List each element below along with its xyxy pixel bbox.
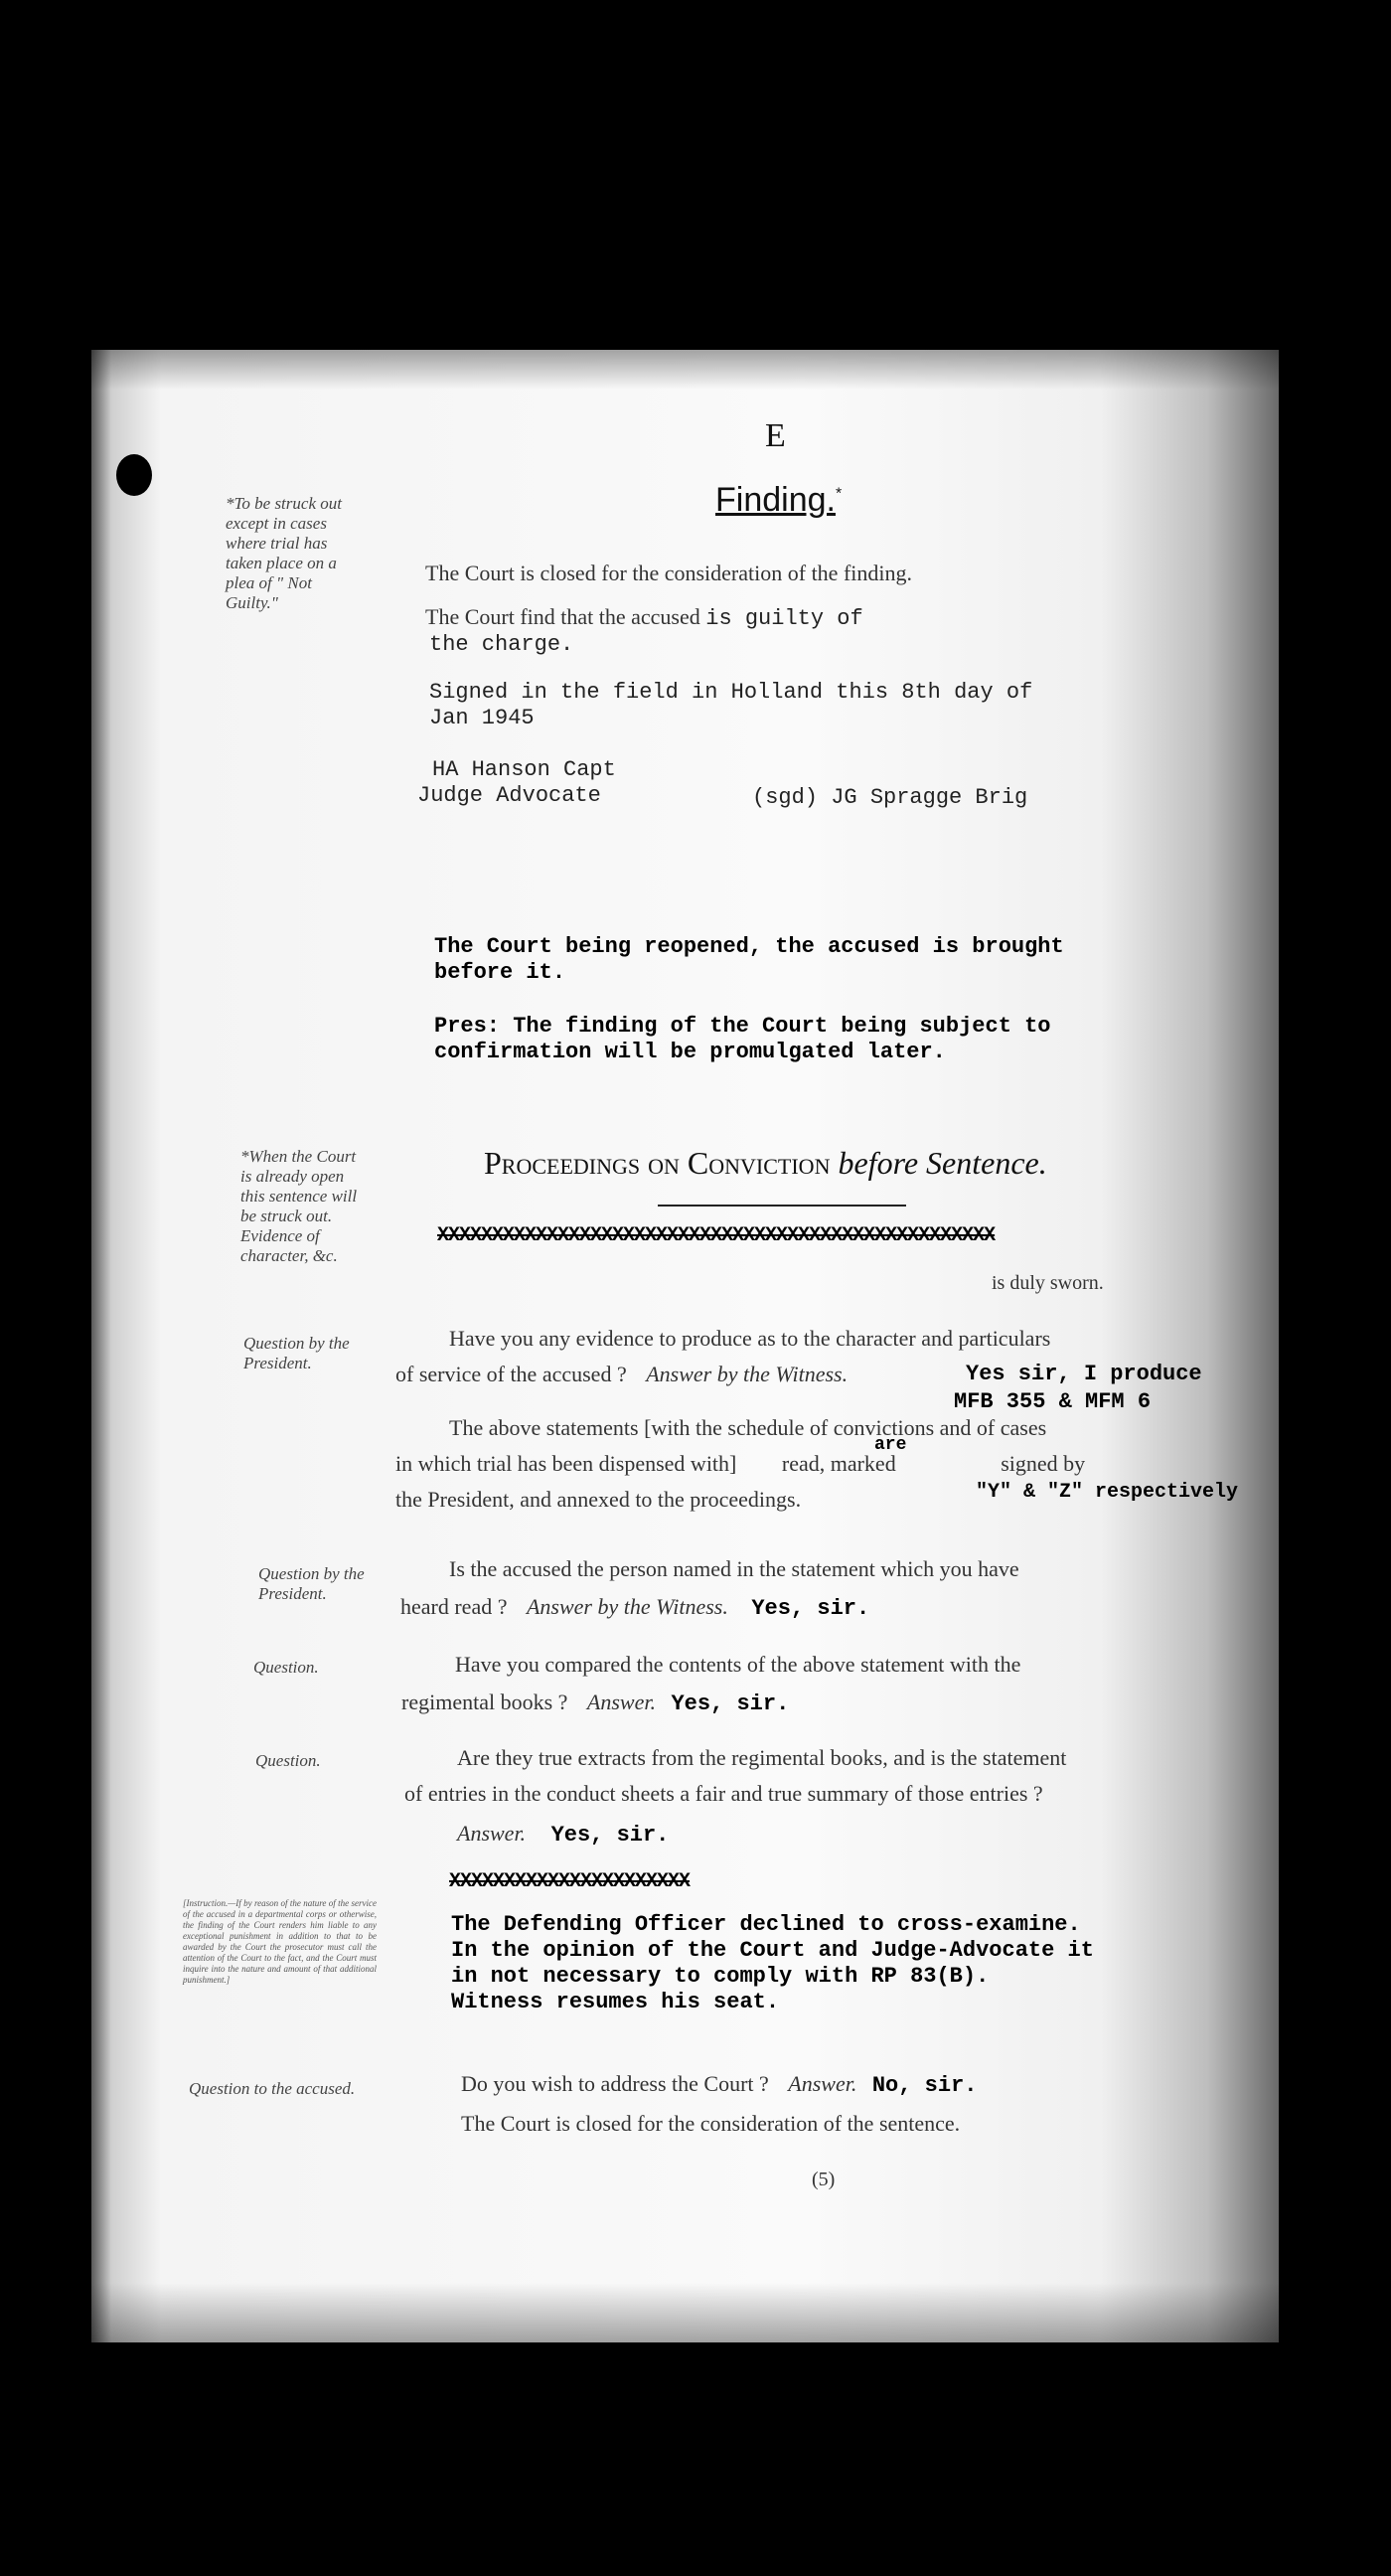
page-number: (5) <box>812 2169 836 2190</box>
title-rule <box>658 1205 906 1207</box>
q2-line-2 <box>400 1590 869 1626</box>
court-find-typed-2: the charge. <box>429 632 574 657</box>
page-letter: E <box>765 417 786 454</box>
document-page <box>91 350 1279 2342</box>
q1-answer-2: MFB 355 & MFM 6 <box>954 1389 1152 1414</box>
statement-2b: read, marked <box>781 1451 896 1476</box>
q3-text-2: regimental books ? <box>401 1690 568 1714</box>
q4-answer: Yes, sir. <box>550 1823 670 1848</box>
q2-answer: Yes, sir. <box>751 1596 870 1621</box>
statement-line-2 <box>395 1447 1085 1481</box>
q2-label: Question by the President. <box>258 1564 365 1603</box>
statement-2c: signed by <box>1001 1451 1086 1476</box>
q1-text-2: of service of the accused ? <box>395 1362 627 1386</box>
q3-label: Question. <box>253 1658 319 1677</box>
q1-line-2 <box>395 1358 848 1391</box>
closed-sentence: The Court is closed for the consideration of the sentence. <box>461 2111 961 2136</box>
q5-label: Question to the accused. <box>189 2079 356 2098</box>
margin-note-finding: *To be struck out except in cases where trial has taken place on a plea of " Not Guilty." <box>226 494 342 612</box>
cross-examined-struck: XXXXXXXXXXXXXXXXXXXXXX <box>449 1870 691 1893</box>
pres-line-2: confirmation will be promulgated later. <box>434 1040 946 1064</box>
punch-hole <box>116 454 152 496</box>
q2-text-1: Is the accused the person named in the statement which you have <box>449 1556 1019 1581</box>
proceedings-title-caps: Proceedings on Conviction <box>484 1145 831 1181</box>
q4-text-2: of entries in the conduct sheets a fair and true summary of those entries ? <box>404 1781 1043 1806</box>
defending-line-2: In the opinion of the Court and Judge-Advocate it <box>451 1938 1094 1963</box>
instruction-note: [Instruction.—If by reason of the nature of the service of the accused in a departmental corps or otherwise, the finding of the Court renders him liable to any exceptional punishment in addition to that to be awarded by the Court the prosecutor must call the attention of the Court to the fact, and the Court must inquire into the nature and amount of that additional punishment.] <box>183 1898 377 1985</box>
court-find-prefix: The Court find that the accused <box>425 604 700 629</box>
struck-witness-line: XXXXXXXXXXXXXXXXXXXXXXXXXXXXXXXXXXXXXXXXXXXXXXXXXXX <box>437 1224 996 1247</box>
finding-title-text: Finding. <box>715 481 836 519</box>
signed-line-1: Signed in the field in Holland this 8th day of <box>429 680 1033 705</box>
q1-answer-1: Yes sir, I produce <box>966 1362 1202 1386</box>
defending-line-1: The Defending Officer declined to cross-examine. <box>451 1912 1081 1937</box>
margin-note-conviction: *When the Court is already open this sentence will be struck out. Evidence of character, &c. <box>240 1147 358 1265</box>
defending-line-3: in not necessary to comply with RP 83(B). <box>451 1964 990 1989</box>
q1-text-1: Have you any evidence to produce as to the character and particulars <box>449 1326 1051 1351</box>
q3-line-2 <box>401 1686 789 1721</box>
statement-1a: The above statement <box>449 1415 631 1440</box>
q1-label: Question by the President. <box>243 1334 350 1372</box>
q4-label: Question. <box>255 1751 321 1770</box>
statement-1b: s [with the schedule of convictions and of cases <box>630 1415 1047 1440</box>
q3-text-1: Have you compared the contents of the above statement with the <box>455 1652 1021 1677</box>
statement-line-3: the President, and annexed to the proceedings. <box>395 1487 802 1512</box>
finding-asterisk: * <box>835 485 843 503</box>
president-signature: (sgd) JG Spragge Brig <box>752 785 1028 810</box>
q2-answer-label: Answer by the Witness. <box>526 1594 728 1619</box>
q1-answer-label: Answer by the Witness. <box>646 1362 849 1386</box>
proceedings-title <box>484 1145 1047 1182</box>
q5-answer-label: Answer. <box>788 2071 857 2096</box>
q3-answer: Yes, sir. <box>671 1691 790 1716</box>
proceedings-title-italic: before Sentence. <box>838 1145 1047 1181</box>
finding-title <box>715 481 842 520</box>
reopened-line-2: before it. <box>434 960 566 985</box>
q3-answer-label: Answer. <box>586 1690 656 1714</box>
statement-typed-are: are <box>874 1435 907 1455</box>
signed-line-2: Jan 1945 <box>429 706 535 730</box>
closed-text: The Court is closed for the consideration of the finding. <box>425 561 912 585</box>
q2-text-2: heard read ? <box>400 1594 508 1619</box>
judge-name: HA Hanson Capt <box>432 757 616 782</box>
duly-sworn: is duly sworn. <box>992 1272 1104 1294</box>
q4-answer-line <box>457 1817 669 1852</box>
q5-line <box>461 2067 977 2103</box>
pres-line-1: Pres: The finding of the Court being subject to <box>434 1014 1051 1039</box>
statement-typed-right: "Y" & "Z" respectively <box>976 1481 1239 1504</box>
q4-answer-label: Answer. <box>457 1821 527 1846</box>
statement-2a: in which trial has been dispensed with] <box>395 1451 737 1476</box>
court-find-line <box>425 600 863 636</box>
court-find-typed: is guilty of <box>705 606 863 631</box>
judge-title: Judge Advocate <box>417 783 601 808</box>
statement-line-1 <box>449 1411 1046 1445</box>
q4-text-1: Are they true extracts from the regimental books, and is the statement <box>457 1745 1067 1770</box>
reopened-line-1: The Court being reopened, the accused is brought <box>434 934 1064 959</box>
defending-line-4: Witness resumes his seat. <box>451 1990 780 2014</box>
q5-text: Do you wish to address the Court ? <box>461 2071 769 2096</box>
q5-answer: No, sir. <box>871 2073 978 2098</box>
